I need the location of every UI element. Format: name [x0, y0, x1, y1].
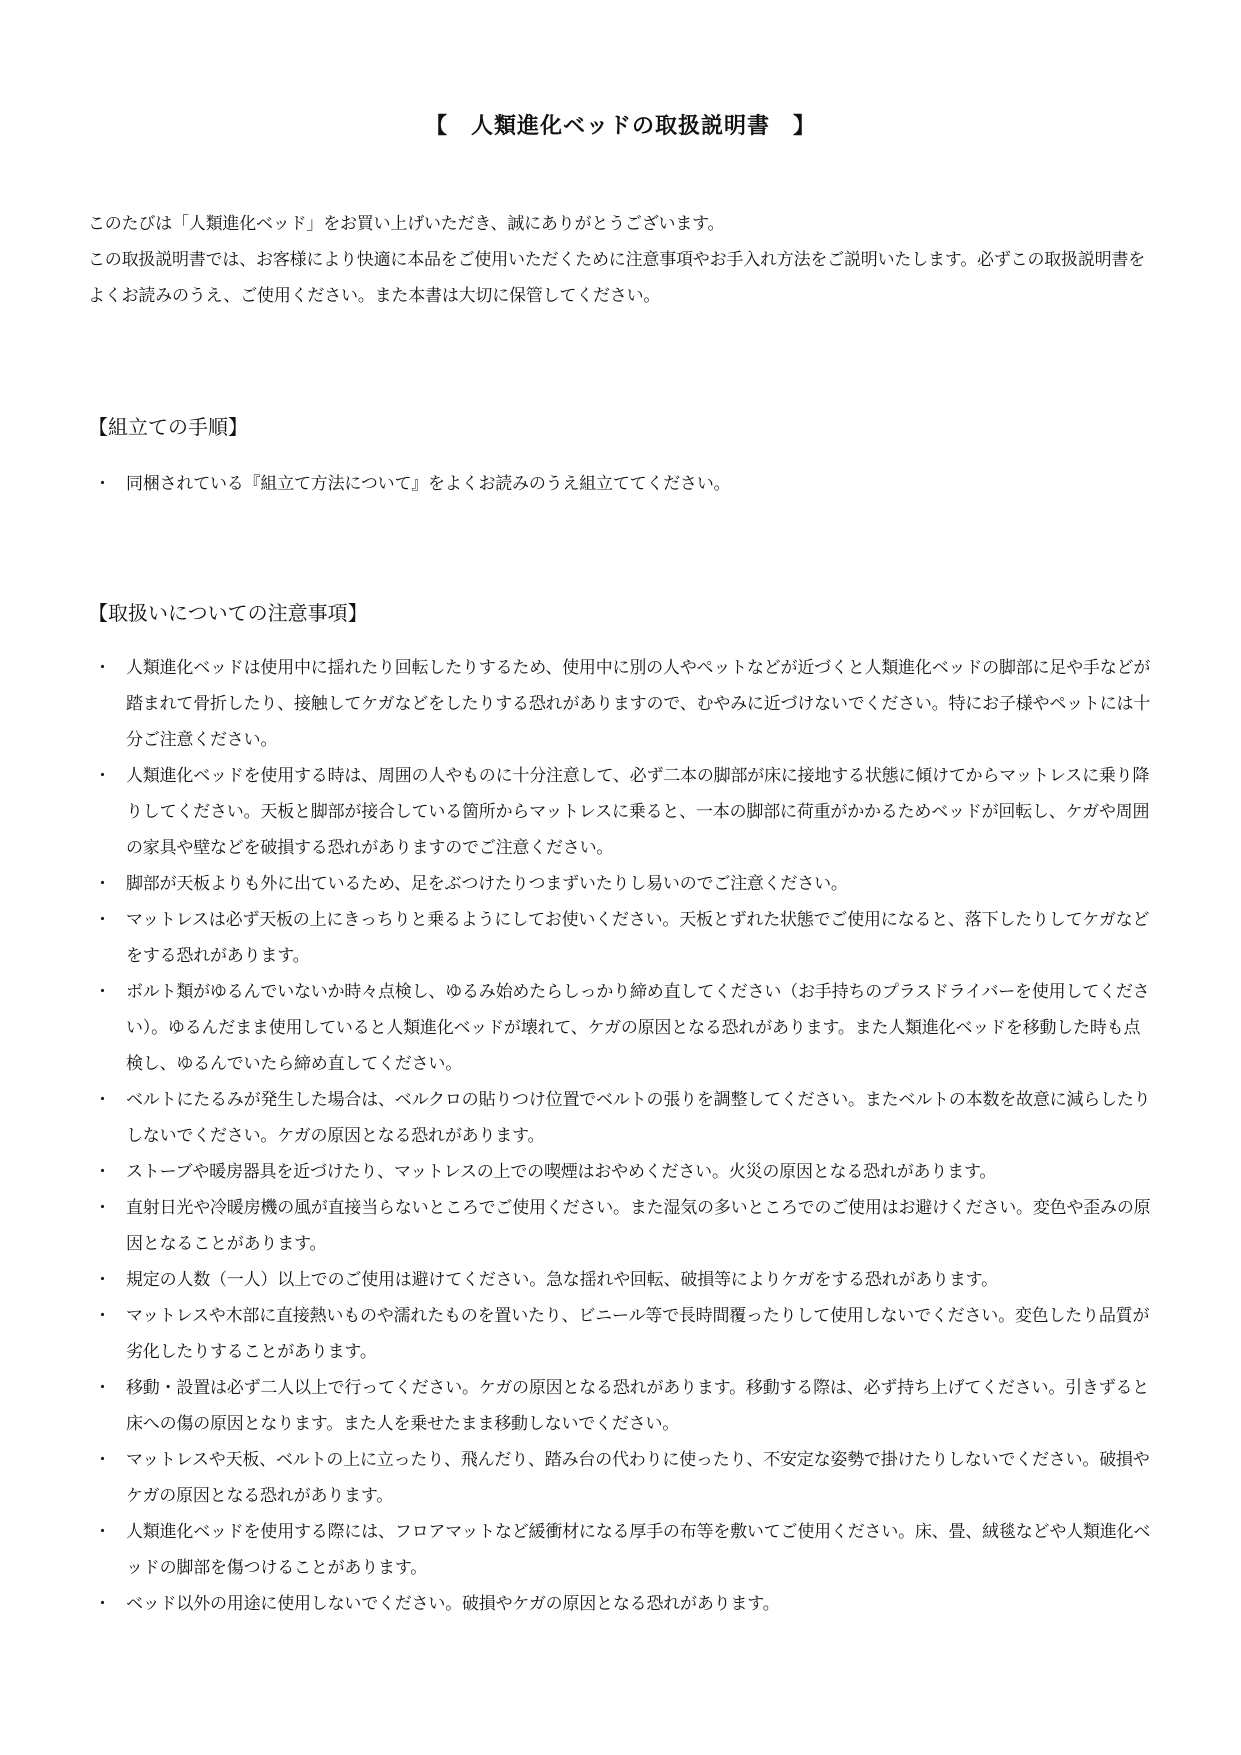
list-item-text: ストーブや暖房器具を近づけたり、マットレスの上での喫煙はおやめください。火災の原因となる恐れがあります。 — [126, 1162, 997, 1182]
list-item — [88, 650, 1152, 758]
list-item-text: 人類進化ベッドを使用する際には、フロアマットなど緩衝材になる厚手の布等を敷いてご使用ください。床、畳、絨毯などや人類進化ベッドの脚部を傷つけることがあります。 — [126, 1522, 1151, 1578]
list-item — [88, 1586, 1152, 1622]
bullet-mark: ・ — [94, 982, 111, 1002]
cautions-list — [88, 650, 1152, 1622]
bullet-mark: ・ — [94, 474, 111, 494]
bullet-mark: ・ — [94, 1162, 111, 1182]
bullet-mark: ・ — [94, 1450, 111, 1470]
bullet-mark: ・ — [94, 1270, 111, 1290]
list-item-text: 人類進化ベッドは使用中に揺れたり回転したりするため、使用中に別の人やペットなどが近づくと人類進化ベッドの脚部に足や手などが踏まれて骨折したり、接触してケガなどをしたりする恐れがありますので、むやみに近づけないでください。特にお子様やペットには十分ご注意ください。 — [126, 658, 1151, 750]
intro-block — [88, 206, 1150, 314]
list-item — [88, 1370, 1152, 1442]
bullet-mark: ・ — [94, 766, 111, 786]
list-item-text: 移動・設置は必ず二人以上で行ってください。ケガの原因となる恐れがあります。移動する際は、必ず持ち上げてください。引きずると床への傷の原因となります。また人を乗せたまま移動しないでください。 — [126, 1378, 1150, 1434]
list-item — [88, 1442, 1152, 1514]
list-item — [88, 1514, 1152, 1586]
list-item-text: 同梱されている『組立て方法について』をよくお読みのうえ組立ててください。 — [126, 474, 731, 494]
list-item-text: ベルトにたるみが発生した場合は、ベルクロの貼りつけ位置でベルトの張りを調整してください。またベルトの本数を故意に減らしたりしないでください。ケガの原因となる恐れがあります。 — [126, 1090, 1151, 1146]
list-item-text: 脚部が天板よりも外に出ているため、足をぶつけたりつまずいたりし易いのでご注意ください。 — [126, 874, 848, 894]
bullet-mark: ・ — [94, 874, 111, 894]
bullet-mark: ・ — [94, 1522, 111, 1542]
document-title: 【 人類進化ベッドの取扱説明書 】 — [424, 114, 816, 139]
list-item — [88, 466, 1152, 502]
list-item-text: 直射日光や冷暖房機の風が直接当らないところでご使用ください。また湿気の多いところでのご使用はお避けください。変色や歪みの原因となることがあります。 — [126, 1198, 1151, 1254]
intro-paragraph: この取扱説明書では、お客様により快適に本品をご使用いただくために注意事項やお手入れ方法をご説明いたします。必ずこの取扱説明書をよくお読みのうえ、ご使用ください。また本書は大切に保管してください。 — [88, 250, 1146, 306]
bullet-mark: ・ — [94, 910, 111, 930]
list-item-text: ボルト類がゆるんでいないか時々点検し、ゆるみ始めたらしっかり締め直してください（お手持ちのプラスドライバーを使用してください）。ゆるんだまま使用していると人類進化ベッドが壊れて、ケガの原因となる恐れがあります。また人類進化ベッドを移動した時も点検し、ゆるんでいたら締め直してください。 — [126, 982, 1150, 1074]
bullet-mark: ・ — [94, 658, 111, 678]
section-heading-cautions: 【取扱いについての注意事項】 — [88, 601, 368, 625]
list-item-text: マットレスや天板、ベルトの上に立ったり、飛んだり、踏み台の代わりに使ったり、不安定な姿勢で掛けたりしないでください。破損やケガの原因となる恐れがあります。 — [126, 1450, 1150, 1506]
list-item — [88, 758, 1152, 866]
list-item-text: マットレスや木部に直接熱いものや濡れたものを置いたり、ビニール等で長時間覆ったりして使用しないでください。変色したり品質が劣化したりすることがあります。 — [126, 1306, 1150, 1362]
intro-paragraph: このたびは「人類進化ベッド」をお買い上げいただき、誠にありがとうございます。 — [88, 214, 725, 234]
list-item — [88, 866, 1152, 902]
list-item-text: 規定の人数（一人）以上でのご使用は避けてください。急な揺れや回転、破損等によりケガをする恐れがあります。 — [126, 1270, 998, 1290]
bullet-mark: ・ — [94, 1198, 111, 1218]
list-item-text: マットレスは必ず天板の上にきっちりと乗るようにしてお使いください。天板とずれた状態でご使用になると、落下したりしてケガなどをする恐れがあります。 — [126, 910, 1150, 966]
bullet-mark: ・ — [94, 1090, 111, 1110]
list-item — [88, 1154, 1152, 1190]
list-item-text: 人類進化ベッドを使用する時は、周囲の人やものに十分注意して、必ず二本の脚部が床に接地する状態に傾けてからマットレスに乗り降りしてください。天板と脚部が接合している箇所からマットレスに乗ると、一本の脚部に荷重がかかるためベッドが回転し、ケガや周囲の家具や壁などを破損する恐れがありますのでご注意ください。 — [126, 766, 1150, 858]
bullet-mark: ・ — [94, 1594, 111, 1614]
list-item — [88, 1298, 1152, 1370]
list-item-text: ベッド以外の用途に使用しないでください。破損やケガの原因となる恐れがあります。 — [126, 1594, 780, 1614]
list-item — [88, 902, 1152, 974]
list-item — [88, 974, 1152, 1082]
section-heading-assembly: 【組立ての手順】 — [88, 415, 248, 439]
list-item — [88, 1190, 1152, 1262]
list-item — [88, 1262, 1152, 1298]
assembly-list — [88, 466, 1152, 502]
bullet-mark: ・ — [94, 1378, 111, 1398]
bullet-mark: ・ — [94, 1306, 111, 1326]
list-item — [88, 1082, 1152, 1154]
